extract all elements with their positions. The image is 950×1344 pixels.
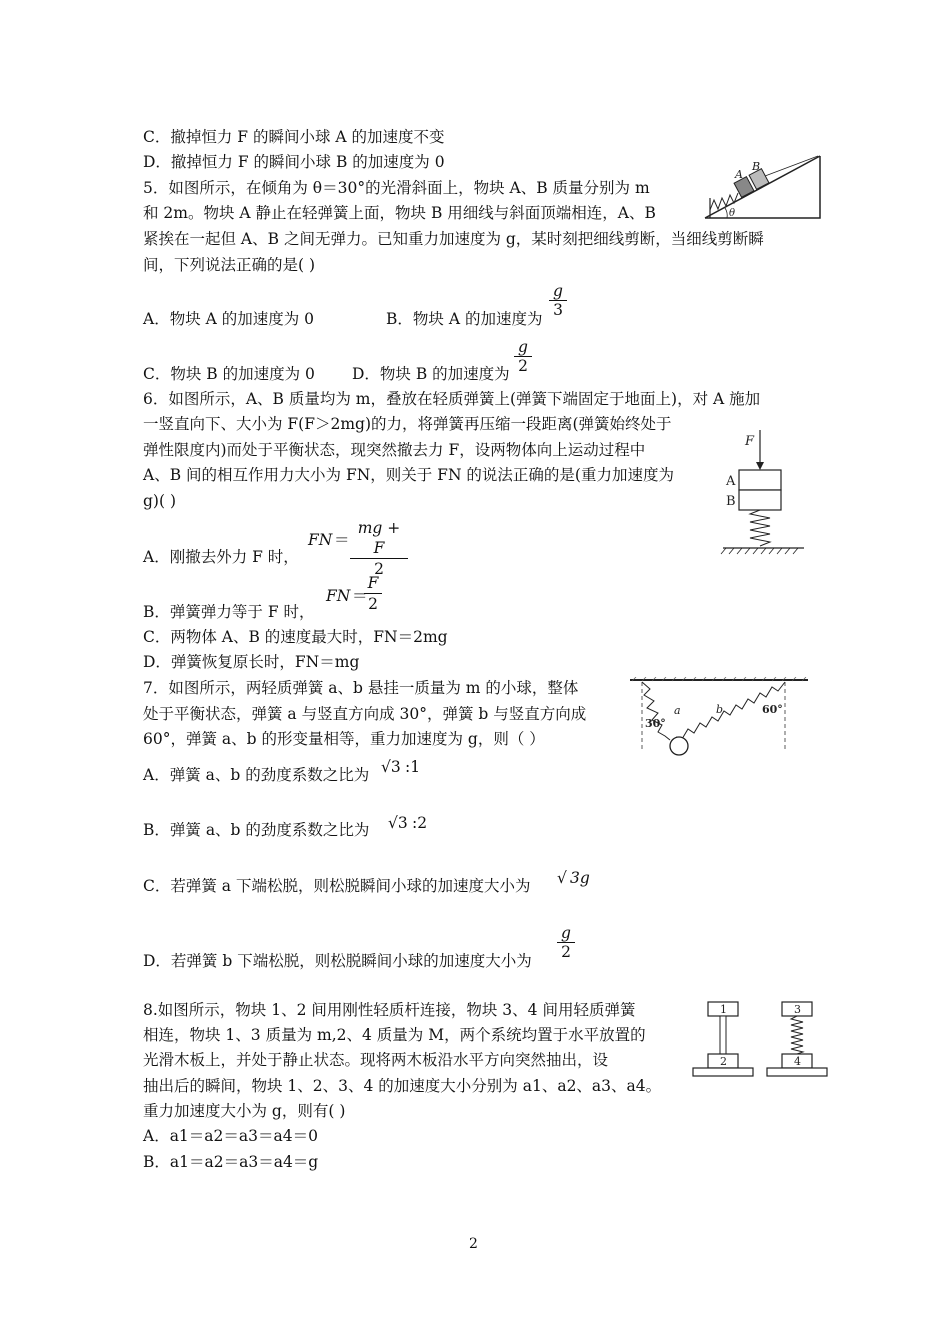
incline-label-a: A xyxy=(735,168,743,181)
q5-line-3: 紧挨在一起但 A、B 之间无弹力。已知重力加速度为 g，某时刻把细线剪断，当细线剪断瞬 xyxy=(143,230,764,248)
q7-option-a: A．弹簧 a、b 的劲度系数之比为 xyxy=(143,766,370,784)
q7b-ratio-sqrt: √3 xyxy=(388,814,408,832)
block-label-1: 1 xyxy=(720,1003,727,1016)
q6-option-c: C．两物体 A、B 的速度最大时，FN＝2mg xyxy=(143,628,448,646)
q6-option-a: A．刚撤去外力 F 时， xyxy=(143,548,299,566)
incline-label-b: B xyxy=(752,160,761,173)
q7c-value: 3g xyxy=(570,869,590,887)
q8-line-1: 8.如图所示，物块 1、2 间用刚性轻质杆连接，物块 3、4 间用轻质弹簧 xyxy=(143,1001,636,1019)
q7-option-d: D．若弹簧 b 下端松脱，则松脱瞬间小球的加速度大小为 xyxy=(143,952,532,970)
q7c-value-sqrt: √ xyxy=(557,869,567,887)
q7-option-b: B．弹簧 a、b 的劲度系数之比为 xyxy=(143,821,370,839)
q8-option-b: B．a1＝a2＝a3＝a4＝g xyxy=(143,1153,319,1171)
q7a-ratio-sqrt: √3 xyxy=(381,758,401,776)
block-label-3: 3 xyxy=(794,1003,801,1016)
q6-line-2: 一竖直向下、大小为 F(F＞2mg)的力，将弹簧再压缩一段距离(弹簧始终处于 xyxy=(143,415,672,433)
q7-line-1: 7．如图所示，两轻质弹簧 a、b 悬挂一质量为 m 的小球，整体 xyxy=(143,679,579,697)
q6b-eq: ＝ xyxy=(352,587,368,605)
q6-line-4: A、B 间的相互作用力大小为 FN，则关于 FN 的说法正确的是(重力加速度为 xyxy=(143,466,674,484)
two-springs-figure xyxy=(630,677,808,759)
q5-line-2: 和 2m。物块 A 静止在轻弹簧上面，物块 B 用细线与斜面顶端相连，A、B xyxy=(143,204,656,222)
q6b-fraction: $\frac{F}{2}$ xyxy=(364,573,382,614)
q7-line-2: 处于平衡状态，弹簧 a 与竖直方向成 30°，弹簧 b 与竖直方向成 xyxy=(143,705,587,723)
q5-option-b: B．物块 A 的加速度为 xyxy=(386,310,543,328)
stack-label-b: B xyxy=(726,494,736,509)
q8-line-4: 抽出后的瞬间，物块 1、2、3、4 的加速度大小分别为 a1、a2、a3、a4。 xyxy=(143,1077,662,1095)
q8-line-3: 光滑木板上，并处于静止状态。现将两木板沿水平方向突然抽出，设 xyxy=(143,1051,609,1069)
stack-label-f: F xyxy=(745,434,755,449)
q5-option-d: D．物块 B 的加速度为 xyxy=(352,365,510,383)
q8-line-5: 重力加速度大小为 g，则有( ) xyxy=(143,1102,346,1120)
incline-figure xyxy=(700,148,825,223)
q5d-fraction: $\frac{g}{2}$ xyxy=(514,338,532,375)
option-d-prev: D．撤掉恒力 F 的瞬间小球 B 的加速度为 0 xyxy=(143,153,445,171)
q7a-ratio: :1 xyxy=(405,758,421,776)
q6-option-d: D．弹簧恢复原长时，FN＝mg xyxy=(143,653,360,671)
q7b-ratio: :2 xyxy=(412,814,428,832)
q5-line-4: 间，下列说法正确的是( ) xyxy=(143,256,316,274)
q7-line-3: 60°，弹簧 a、b 的形变量相等，重力加速度为 g，则（ ） xyxy=(143,730,545,748)
spring-label-a: a xyxy=(674,704,681,717)
q5-option-a: A．物块 A 的加速度为 0 xyxy=(143,310,315,328)
q8-line-2: 相连，物块 1、3 质量为 m,2、4 质量为 M，两个系统均置于水平放置的 xyxy=(143,1026,646,1044)
q6-option-b: B．弹簧弹力等于 F 时， xyxy=(143,603,315,621)
q6-line-3: 弹性限度内)而处于平衡状态，现突然撤去力 F，设两物体向上运动过程中 xyxy=(143,441,646,459)
q5-line-1: 5．如图所示，在倾角为 θ＝30°的光滑斜面上，物块 A、B 质量分别为 m xyxy=(143,179,650,197)
block-label-2: 2 xyxy=(720,1055,727,1068)
q7d-fraction: $\frac{g}{2}$ xyxy=(557,924,575,961)
q6a-fn: FN xyxy=(308,531,333,549)
q6-line-5: g)( ) xyxy=(143,492,176,510)
q8-option-a: A．a1＝a2＝a3＝a4＝0 xyxy=(143,1127,318,1145)
blocks-figure xyxy=(690,998,842,1084)
q6a-eq: ＝ xyxy=(334,531,350,549)
q7-option-c: C．若弹簧 a 下端松脱，则松脱瞬间小球的加速度大小为 xyxy=(143,877,531,895)
q6a-fraction: $\frac{mg + F}{2}$ xyxy=(350,518,408,579)
page-number: 2 xyxy=(469,1236,478,1252)
q5b-fraction: $\frac{g}{3}$ xyxy=(549,282,567,319)
q5-option-c: C．物块 B 的加速度为 0 xyxy=(143,365,315,383)
q6-line-1: 6．如图所示，A、B 质量均为 m，叠放在轻质弹簧上(弹簧下端固定于地面上)，对 A 施加 xyxy=(143,390,761,408)
q6b-fn: FN xyxy=(326,587,351,605)
spring-label-ang-b: 60° xyxy=(762,703,783,716)
incline-label-theta: θ xyxy=(729,208,736,219)
spring-stack-figure xyxy=(718,422,810,560)
stack-label-a: A xyxy=(726,474,736,489)
spring-label-b: b xyxy=(716,703,724,716)
spring-label-ang-a: 30° xyxy=(645,717,666,730)
block-label-4: 4 xyxy=(794,1055,801,1068)
option-c-prev: C．撤掉恒力 F 的瞬间小球 A 的加速度不变 xyxy=(143,128,445,146)
